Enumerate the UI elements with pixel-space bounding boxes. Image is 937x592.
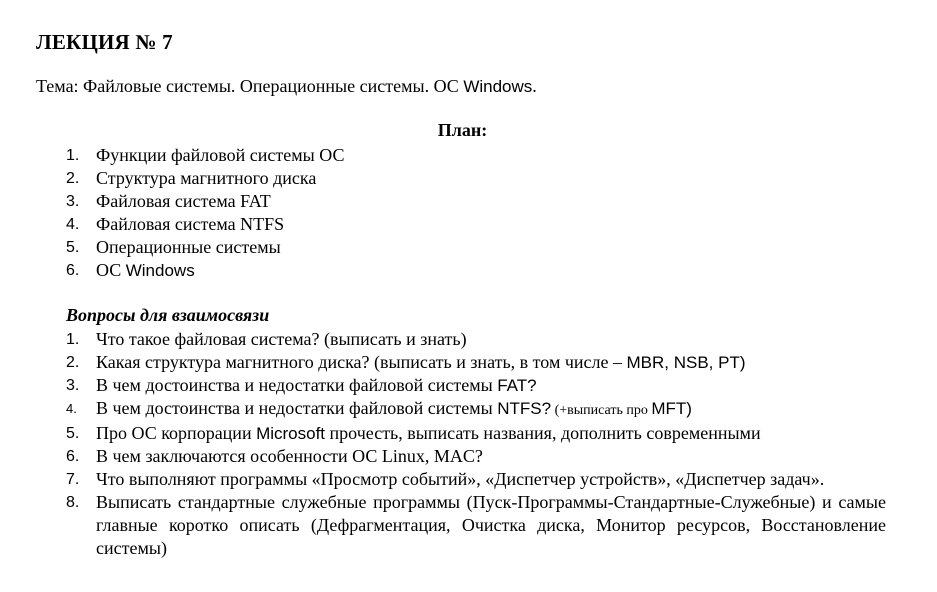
question-item (66, 397, 886, 422)
plan-item (66, 167, 886, 190)
question-text: В чем заключаются особенности ОС Linux, MAC? (96, 446, 483, 466)
questions-heading: Вопросы для взаимосвязи (66, 305, 270, 325)
question-item (66, 445, 886, 468)
question-text: Что такое файловая система? (выписать и знать) (96, 329, 467, 349)
lecture-title: ЛЕКЦИЯ № 7 (36, 30, 173, 54)
lecture-topic (36, 76, 537, 97)
plan-item (66, 213, 886, 236)
question-item (66, 328, 886, 351)
list-number: 3. (66, 193, 80, 210)
question-term: Microsoft (256, 424, 326, 443)
list-number: 5. (66, 239, 80, 256)
list-number: 2. (66, 170, 80, 187)
plan-item (66, 259, 886, 282)
plan-item-text: Операционные системы (96, 237, 281, 257)
plan-item-text: Файловая система FAT (96, 191, 271, 211)
plan-item-text: ОС (96, 260, 126, 280)
list-number: 3. (66, 377, 80, 394)
plan-item-os: Windows (125, 261, 195, 280)
question-text: В чем достоинства и недостатки файловой системы (96, 375, 498, 395)
question-text: Выписать стандартные служебные программы (Пуск-Программы-Стандартные-Служебные) и самые главные коротко описать (Дефрагментация, Очистка диска, Монитор ресурсов, Восстановление системы) (96, 492, 886, 558)
list-number: 5. (66, 425, 80, 442)
list-number: 6. (66, 262, 80, 279)
list-number: 4. (66, 401, 77, 416)
topic-text: Тема: Файловые системы. Операционные системы. ОС (36, 76, 464, 96)
list-number: 6. (66, 448, 80, 465)
question-text: Про ОС корпорации (96, 423, 257, 443)
question-term: MFT) (651, 399, 692, 418)
question-item (66, 468, 886, 491)
plan-item (66, 236, 886, 259)
plan-list (66, 144, 886, 282)
question-item (66, 491, 886, 560)
question-text: Что выполняют программы «Просмотр событий», «Диспетчер устройств», «Диспетчер задач». (96, 469, 825, 489)
topic-os: Windows (463, 77, 533, 96)
list-number: 2. (66, 354, 80, 371)
question-text: Какая структура магнитного диска? (выписать и знать, в том числе – (96, 352, 627, 372)
question-note: (+выписать про (551, 403, 652, 418)
question-item (66, 351, 886, 374)
question-text: В чем достоинства и недостатки файловой системы (96, 398, 498, 418)
plan-heading: План: (437, 120, 488, 140)
topic-end: . (532, 76, 537, 96)
list-number: 7. (66, 471, 80, 488)
question-term: FAT? (497, 376, 537, 395)
question-term: MBR, NSB, PT) (626, 353, 746, 372)
question-text: прочесть, выписать названия, дополнить современными (325, 423, 761, 443)
question-item (66, 374, 886, 397)
question-term: NTFS? (497, 399, 552, 418)
list-number: 1. (66, 147, 80, 164)
plan-item-text: Структура магнитного диска (96, 168, 317, 188)
list-number: 1. (66, 331, 80, 348)
question-item (66, 422, 886, 445)
list-number: 8. (66, 494, 80, 511)
plan-item-text: Функции файловой системы ОС (96, 145, 345, 165)
plan-item-text: Файловая система NTFS (96, 214, 285, 234)
plan-item (66, 144, 886, 167)
list-number: 4. (66, 216, 80, 233)
plan-item (66, 190, 886, 213)
questions-list (66, 328, 886, 560)
